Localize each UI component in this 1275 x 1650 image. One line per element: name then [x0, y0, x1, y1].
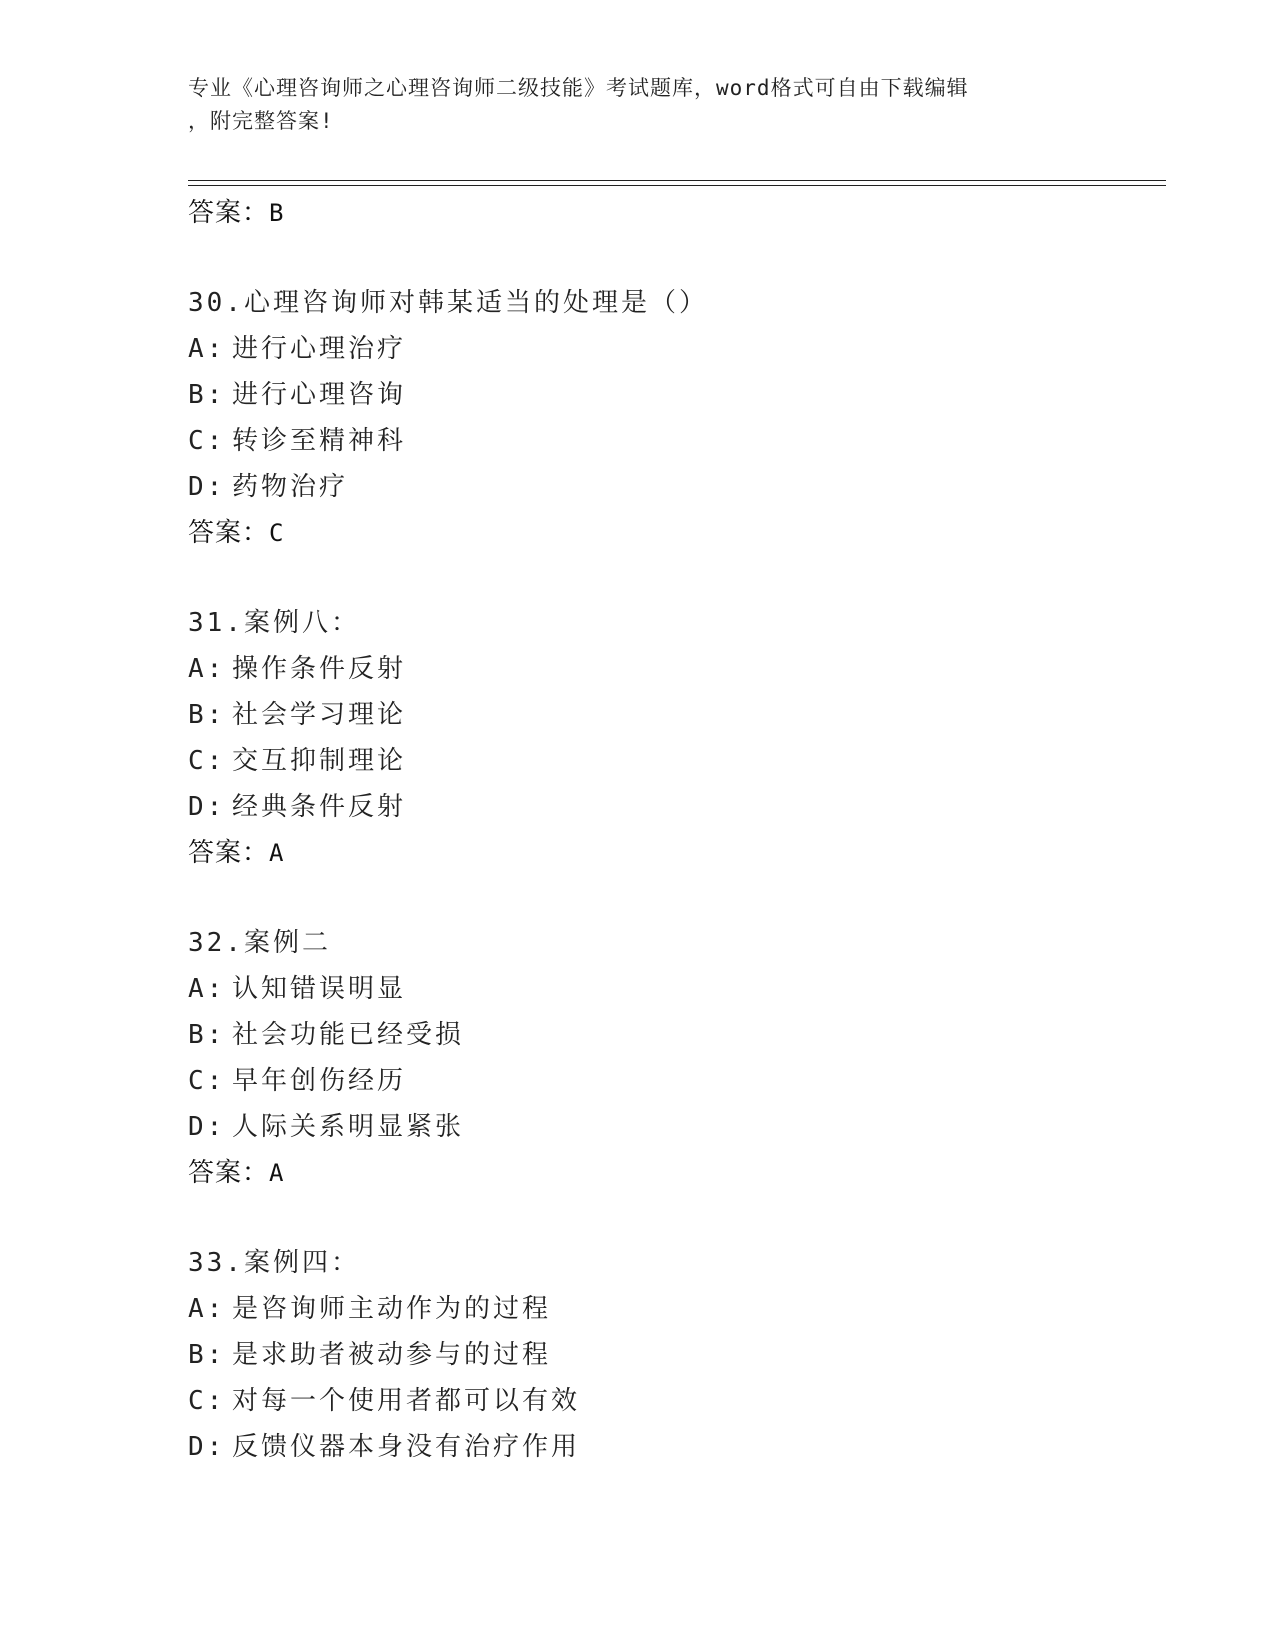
- header-line-1: 专业《心理咨询师之心理咨询师二级技能》考试题库，word格式可自由下载编辑: [188, 76, 969, 100]
- answer-value: C: [269, 519, 285, 547]
- question-block: [188, 600, 1148, 876]
- answer-line: [188, 510, 1148, 556]
- option-label: D:: [188, 1112, 226, 1142]
- option-c: [188, 418, 1148, 464]
- option-text: 认知错误明显: [232, 974, 407, 1004]
- question-title: 30.心理咨询师对韩某适当的处理是（）: [188, 288, 708, 318]
- option-b: [188, 372, 1148, 418]
- option-text: 早年创伤经历: [232, 1066, 407, 1096]
- question-title: 32.案例二: [188, 928, 331, 958]
- option-text: 经典条件反射: [232, 792, 407, 822]
- option-text: 是求助者被动参与的过程: [232, 1340, 552, 1370]
- answer-value: A: [269, 1159, 285, 1187]
- option-label: D:: [188, 472, 226, 502]
- header-divider-top: [188, 180, 1166, 181]
- answer-line: [188, 1150, 1148, 1196]
- option-label: C:: [188, 1066, 226, 1096]
- option-text: 是咨询师主动作为的过程: [232, 1294, 552, 1324]
- answer-value: A: [269, 839, 285, 867]
- question-title: 31.案例八：: [188, 608, 360, 638]
- option-text: 对每一个使用者都可以有效: [232, 1386, 581, 1416]
- question-block: [188, 920, 1148, 1196]
- question-gap: [188, 1196, 1148, 1240]
- question-list: [188, 190, 1148, 1470]
- option-label: B:: [188, 380, 226, 410]
- answer-prefix: 答案：: [188, 838, 270, 868]
- option-label: C:: [188, 426, 226, 456]
- option-label: A:: [188, 334, 226, 364]
- option-text: 转诊至精神科: [232, 426, 407, 456]
- option-text: 进行心理治疗: [232, 334, 407, 364]
- answer-prefix: 答案：: [188, 518, 270, 548]
- option-a: [188, 646, 1148, 692]
- option-label: B:: [188, 1340, 226, 1370]
- answer-prefix: 答案：: [188, 198, 270, 228]
- option-text: 人际关系明显紧张: [232, 1112, 465, 1142]
- document-header: [188, 72, 1088, 138]
- option-label: A:: [188, 974, 226, 1004]
- option-label: C:: [188, 1386, 226, 1416]
- question-gap: [188, 236, 1148, 280]
- option-label: D:: [188, 792, 226, 822]
- question-gap: [188, 556, 1148, 600]
- option-label: D:: [188, 1432, 226, 1462]
- header-divider-bottom: [188, 185, 1166, 186]
- answer-line: [188, 830, 1148, 876]
- question-block: [188, 1240, 1148, 1470]
- option-text: 操作条件反射: [232, 654, 407, 684]
- question-block: [188, 280, 1148, 556]
- option-text: 社会学习理论: [232, 700, 407, 730]
- answer-prefix: 答案：: [188, 1158, 270, 1188]
- option-b: [188, 1332, 1148, 1378]
- question-gap: [188, 876, 1148, 920]
- option-b: [188, 1012, 1148, 1058]
- option-d: [188, 1104, 1148, 1150]
- option-a: [188, 326, 1148, 372]
- option-label: C:: [188, 746, 226, 776]
- option-label: A:: [188, 1294, 226, 1324]
- answer-line: [188, 190, 1148, 236]
- option-d: [188, 1424, 1148, 1470]
- option-text: 交互抑制理论: [232, 746, 407, 776]
- option-d: [188, 464, 1148, 510]
- option-d: [188, 784, 1148, 830]
- option-label: B:: [188, 1020, 226, 1050]
- option-label: A:: [188, 654, 226, 684]
- option-a: [188, 1286, 1148, 1332]
- option-c: [188, 738, 1148, 784]
- option-c: [188, 1378, 1148, 1424]
- option-text: 进行心理咨询: [232, 380, 407, 410]
- option-a: [188, 966, 1148, 1012]
- option-c: [188, 1058, 1148, 1104]
- answer-value: B: [269, 199, 285, 227]
- header-line-2: ，附完整答案!: [188, 109, 334, 133]
- option-b: [188, 692, 1148, 738]
- option-label: B:: [188, 700, 226, 730]
- question-title: 33.案例四：: [188, 1248, 360, 1278]
- option-text: 社会功能已经受损: [232, 1020, 465, 1050]
- option-text: 反馈仪器本身没有治疗作用: [232, 1432, 581, 1462]
- option-text: 药物治疗: [232, 472, 349, 502]
